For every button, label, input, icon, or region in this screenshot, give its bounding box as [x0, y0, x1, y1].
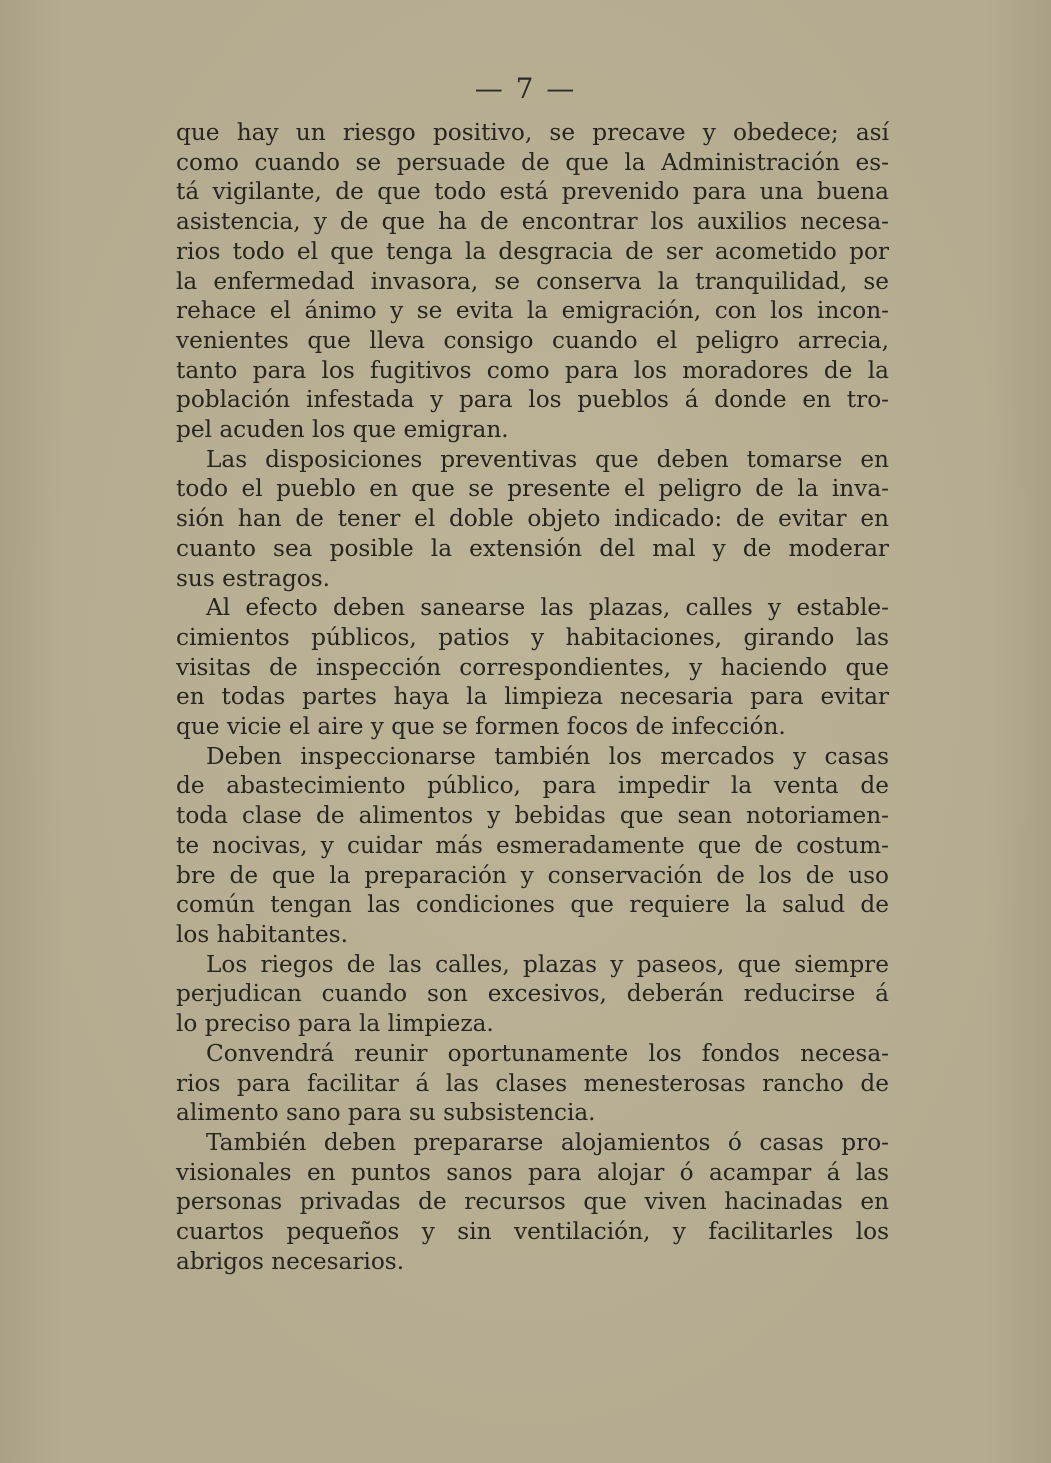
text-line: Al efecto deben sanearse las plazas, calles y estable- — [206, 594, 889, 622]
text-line: como cuando se persuade de que la Administración es- — [176, 148, 889, 176]
text-line: toda clase de alimentos y bebidas que sean notoriamen- — [176, 802, 889, 830]
text-line: en todas partes haya la limpieza necesaria para evitar — [176, 683, 889, 711]
page-number: — 7 — — [474, 72, 577, 105]
text-line: pel acuden los que emigran. — [176, 416, 509, 444]
text-line: bre de que la preparación y conservación de los de uso — [176, 861, 889, 889]
text-line: los habitantes. — [176, 920, 349, 948]
text-line: Los riegos de las calles, plazas y paseos, que siempre — [206, 950, 889, 978]
text-line: Convendrá reunir oportunamente los fondos necesa- — [206, 1039, 889, 1067]
text-line: También deben prepararse alojamientos ó casas pro- — [206, 1128, 889, 1156]
text-line: tanto para los fugitivos como para los moradores de la — [176, 356, 889, 384]
text-line: rehace el ánimo y se evita la emigración, con los incon- — [176, 297, 889, 325]
text-line: que vicie el aire y que se formen focos de infección. — [176, 713, 786, 741]
text-line: población infestada y para los pueblos á donde en tro- — [176, 386, 889, 414]
text-line: tá vigilante, de que todo está prevenido para una buena — [176, 178, 889, 206]
text-line: común tengan las condiciones que requiere la salud de — [176, 891, 889, 919]
body-text — [176, 118, 889, 1276]
text-line: visitas de inspección correspondientes, y haciendo que — [176, 653, 889, 681]
text-line: visionales en puntos sanos para alojar ó acampar á las — [176, 1158, 889, 1186]
text-line: venientes que lleva consigo cuando el peligro arrecia, — [176, 326, 889, 354]
text-line: alimento sano para su subsistencia. — [176, 1099, 596, 1127]
text-line: rios para facilitar á las clases menesterosas rancho de — [176, 1069, 889, 1097]
text-line: la enfermedad invasora, se conserva la tranquilidad, se — [176, 267, 889, 295]
text-line: Deben inspeccionarse también los mercados y casas — [206, 742, 889, 770]
text-line: cimientos públicos, patios y habitaciones, girando las — [176, 623, 889, 651]
text-line: de abastecimiento público, para impedir la venta de — [176, 772, 889, 800]
text-line: todo el pueblo en que se presente el peligro de la inva- — [176, 475, 889, 503]
text-line: rios todo el que tenga la desgracia de ser acometido por — [176, 237, 889, 265]
text-line: cuanto sea posible la extensión del mal y de moderar — [176, 534, 889, 562]
text-line: Las disposiciones preventivas que deben tomarse en — [206, 445, 889, 473]
text-line: personas privadas de recursos que viven hacinadas en — [176, 1188, 889, 1216]
text-line: perjudican cuando son excesivos, deberán reducirse á — [176, 980, 889, 1008]
text-line: sus estragos. — [176, 564, 331, 592]
text-line: que hay un riesgo positivo, se precave y obedece; así — [176, 119, 889, 146]
text-line: te nocivas, y cuidar más esmeradamente que de costum- — [176, 831, 889, 859]
text-line: sión han de tener el doble objeto indicado: de evitar en — [176, 505, 889, 533]
text-line: lo preciso para la limpieza. — [176, 1010, 494, 1038]
text-line: abrigos necesarios. — [176, 1247, 405, 1275]
text-line: asistencia, y de que ha de encontrar los auxilios necesa- — [176, 208, 889, 236]
text-line: cuartos pequeños y sin ventilación, y facilitarles los — [176, 1218, 889, 1246]
